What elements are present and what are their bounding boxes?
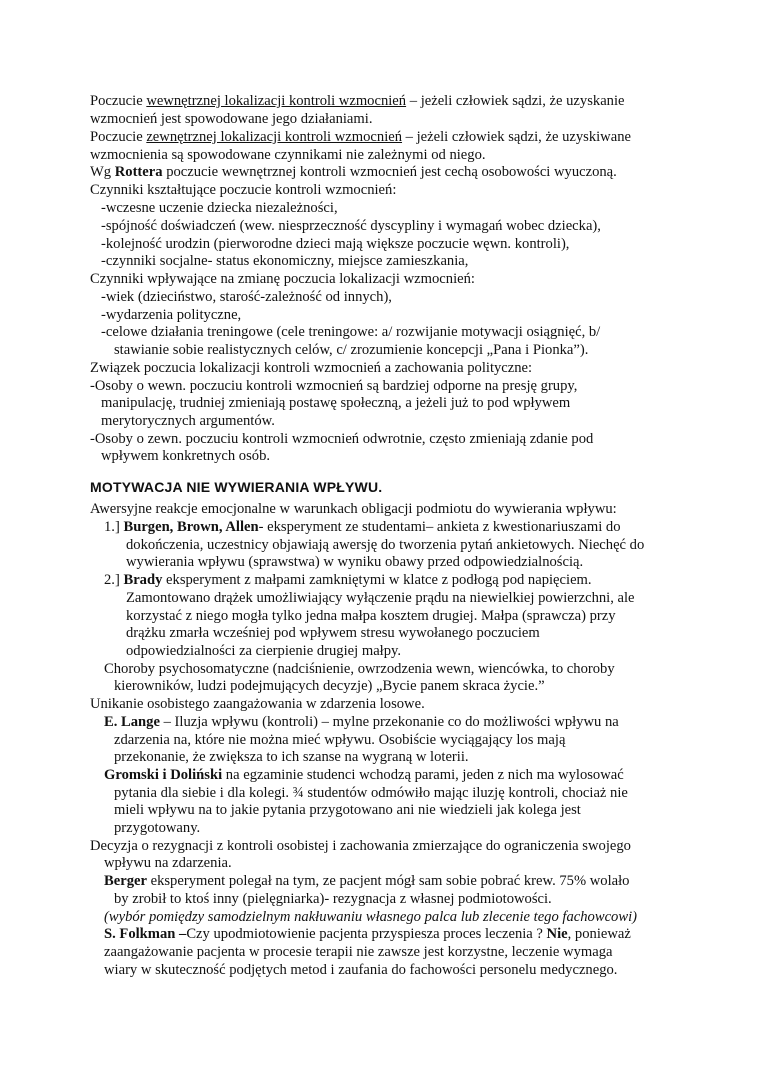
- text-line-italic: (wybór pomiędzy samodzielnym nakłuwaniu własnego palca lub zlecenie tego fachowcowi): [104, 909, 637, 925]
- text-span: eksperyment z małpami zamkniętymi w klatce z podłogą pod napięciem.: [162, 572, 592, 588]
- text-line: pytania dla siebie i dla kolegi. ¾ studentów odmówiło mając iluzję kontroli, chociaż nie: [114, 785, 628, 801]
- decision-title: Decyzja o rezygnacji z kontroli osobistej i zachowania zmierzające do ograniczenia swojego: [90, 838, 631, 854]
- berger-entry: [104, 872, 629, 890]
- text-span: , ponieważ: [567, 926, 631, 942]
- folkman-entry: [104, 925, 631, 943]
- external-locus-definition: [90, 128, 631, 146]
- list-item: manipulację, trudniej zmieniają postawę społeczną, a jeżeli już to pod wpływem: [101, 395, 571, 411]
- list-item: merytorycznych argumentów.: [101, 413, 275, 429]
- section-heading: MOTYWACJA NIE WYWIERANIA WPŁYWU.: [90, 479, 383, 495]
- list-item: stawianie sobie realistycznych celów, c/ zrozumienie koncepcji „Pana i Pionka”).: [114, 342, 589, 358]
- factors-change-title: Czynniki wpływające na zmianę poczucia lokalizacji wzmocnień:: [90, 271, 475, 287]
- author-names: Berger: [104, 873, 147, 889]
- rotter-statement: [90, 163, 617, 181]
- internal-locus-term: wewnętrznej lokalizacji kontroli wzmocnień: [146, 93, 407, 109]
- text-span: Poczucie: [90, 129, 147, 145]
- author-names: E. Lange: [104, 714, 160, 730]
- list-item: -celowe działania treningowe (cele treningowe: a/ rozwijanie motywacji osiągnięć, b/: [101, 324, 601, 340]
- list-number: 2.]: [104, 572, 124, 588]
- list-item: -Osoby o wewn. poczuciu kontroli wzmocnień są bardziej odporne na presję grupy,: [90, 378, 578, 394]
- text-span: poczucie wewnętrznej kontroli wzmocnień jest cechą osobowości wyuczoną.: [162, 164, 617, 180]
- author-names: Brady: [123, 572, 163, 588]
- text-line: wzmocnienia są spowodowane czynnikami nie zależnymi od niego.: [90, 147, 486, 163]
- list-item: -wydarzenia polityczne,: [101, 307, 242, 323]
- intro-line: Awersyjne reakcje emocjonalne w warunkach obligacji podmiotu do wywierania wpływu:: [90, 501, 617, 517]
- text-line: drążku zmarła wcześniej pod wpływem stresu wywołanego poczuciem: [126, 625, 540, 641]
- lange-entry: [104, 713, 619, 731]
- gromski-entry: [104, 766, 624, 784]
- text-line: przygotowany.: [114, 820, 201, 836]
- text-line: przekonanie, że zwiększa to ich szanse na wygraną w loterii.: [114, 749, 469, 765]
- experiment-burgen: [104, 518, 621, 536]
- text-span: Poczucie: [90, 93, 147, 109]
- avoidance-title: Unikanie osobistego zaangażowania w zdarzenia losowe.: [90, 696, 425, 712]
- text-line: odpowiedzialności za cierpienie drugiej małpy.: [126, 643, 402, 659]
- text-span: – jeżeli człowiek sądzi, że uzyskanie: [406, 93, 625, 109]
- text-line: dokończenia, uczestnicy objawiają awersję do tworzenia pytań ankietowych. Niechęć do: [126, 537, 645, 553]
- internal-locus-definition: [90, 92, 625, 110]
- list-item: -spójność doświadczeń (wew. niesprzeczność dyscypliny i wymagań wobec dziecka),: [101, 218, 601, 234]
- list-item: -kolejność urodzin (pierworodne dzieci mają większe poczucie węwn. kontroli),: [101, 236, 570, 252]
- list-item: -Osoby o zewn. poczuciu kontroli wzmocnień odwrotnie, często zmieniają zdanie pod: [90, 431, 594, 447]
- text-line: zdarzenia na, które nie można mieć wpływu. Osobiście wyciągający los mają: [114, 732, 566, 748]
- text-line: Zamontowano drążek umożliwiający wyłączenie prądu na niewielkiej powierzchni, ale: [126, 590, 635, 606]
- text-line: zaangażowanie pacjenta w procesie terapii nie zawsze jest korzystne, leczenie wymaga: [104, 944, 613, 960]
- text-span: Czy upodmiotowienie pacjenta przyspiesza proces leczenia ?: [186, 926, 547, 942]
- author-names: S. Folkman –: [104, 926, 187, 942]
- text-span: - eksperyment ze studentami– ankieta z kwestionariuszami do: [258, 519, 621, 535]
- text-span: – jeżeli człowiek sądzi, że uzyskiwane: [402, 129, 631, 145]
- author-names: Gromski i Doliński: [104, 767, 223, 783]
- text-line: kierowników, ludzi podejmujących decyzje) „Bycie panem skraca życie.”: [114, 678, 545, 694]
- text-span: Wg: [90, 164, 115, 180]
- text-line: Choroby psychosomatyczne (nadciśnienie, owrzodzenia wewn, wiencówka, to choroby: [104, 661, 615, 677]
- text-line: wzmocnień jest spowodowane jego działaniami.: [90, 111, 373, 127]
- rotter-name: Rottera: [114, 164, 163, 180]
- list-item: wpływem konkretnych osób.: [101, 448, 271, 464]
- external-locus-term: zewnętrznej lokalizacji kontroli wzmocnień: [146, 129, 403, 145]
- text-line: by zrobił to ktoś inny (pielęgniarka)- rezygnacja z własnej podmiotowości.: [114, 891, 552, 907]
- answer-no: Nie: [546, 926, 568, 942]
- list-number: 1.]: [104, 519, 124, 535]
- author-names: Burgen, Brown, Allen: [123, 519, 259, 535]
- text-line: korzystać z niego mogła tylko jedna małpa kosztem drugiej. Małpa (sprawcza) przy: [126, 608, 616, 624]
- text-line: wiary w skuteczność podjętych metod i zaufania do fachowości personelu medycznego.: [104, 962, 618, 978]
- text-line: wpływu na zdarzenia.: [104, 855, 232, 871]
- text-span: – Iluzja wpływu (kontroli) – mylne przekonanie co do możliwości wpływu na: [159, 714, 619, 730]
- relation-title: Związek poczucia lokalizacji kontroli wzmocnień a zachowania polityczne:: [90, 360, 533, 376]
- text-span: na egzaminie studenci wchodzą parami, jeden z nich ma wylosować: [222, 767, 624, 783]
- factors-shaping-title: Czynniki kształtujące poczucie kontroli wzmocnień:: [90, 182, 397, 198]
- list-item: -wiek (dzieciństwo, starość-zależność od innych),: [101, 289, 392, 305]
- text-line: wywierania wpływu (sprawstwa) w wyniku obawy przed odpowiedzialnością.: [126, 554, 584, 570]
- list-item: -wczesne uczenie dziecka niezależności,: [101, 200, 338, 216]
- experiment-brady: [104, 571, 592, 589]
- list-item: -czynniki socjalne- status ekonomiczny, miejsce zamieszkania,: [101, 253, 469, 269]
- text-line: mieli wpływu na to jakie pytania przygotowano ani nie wiedzieli jak kolega jest: [114, 802, 581, 818]
- text-span: eksperyment polegał na tym, ze pacjent mógł sam sobie pobrać krew. 75% wolało: [146, 873, 630, 889]
